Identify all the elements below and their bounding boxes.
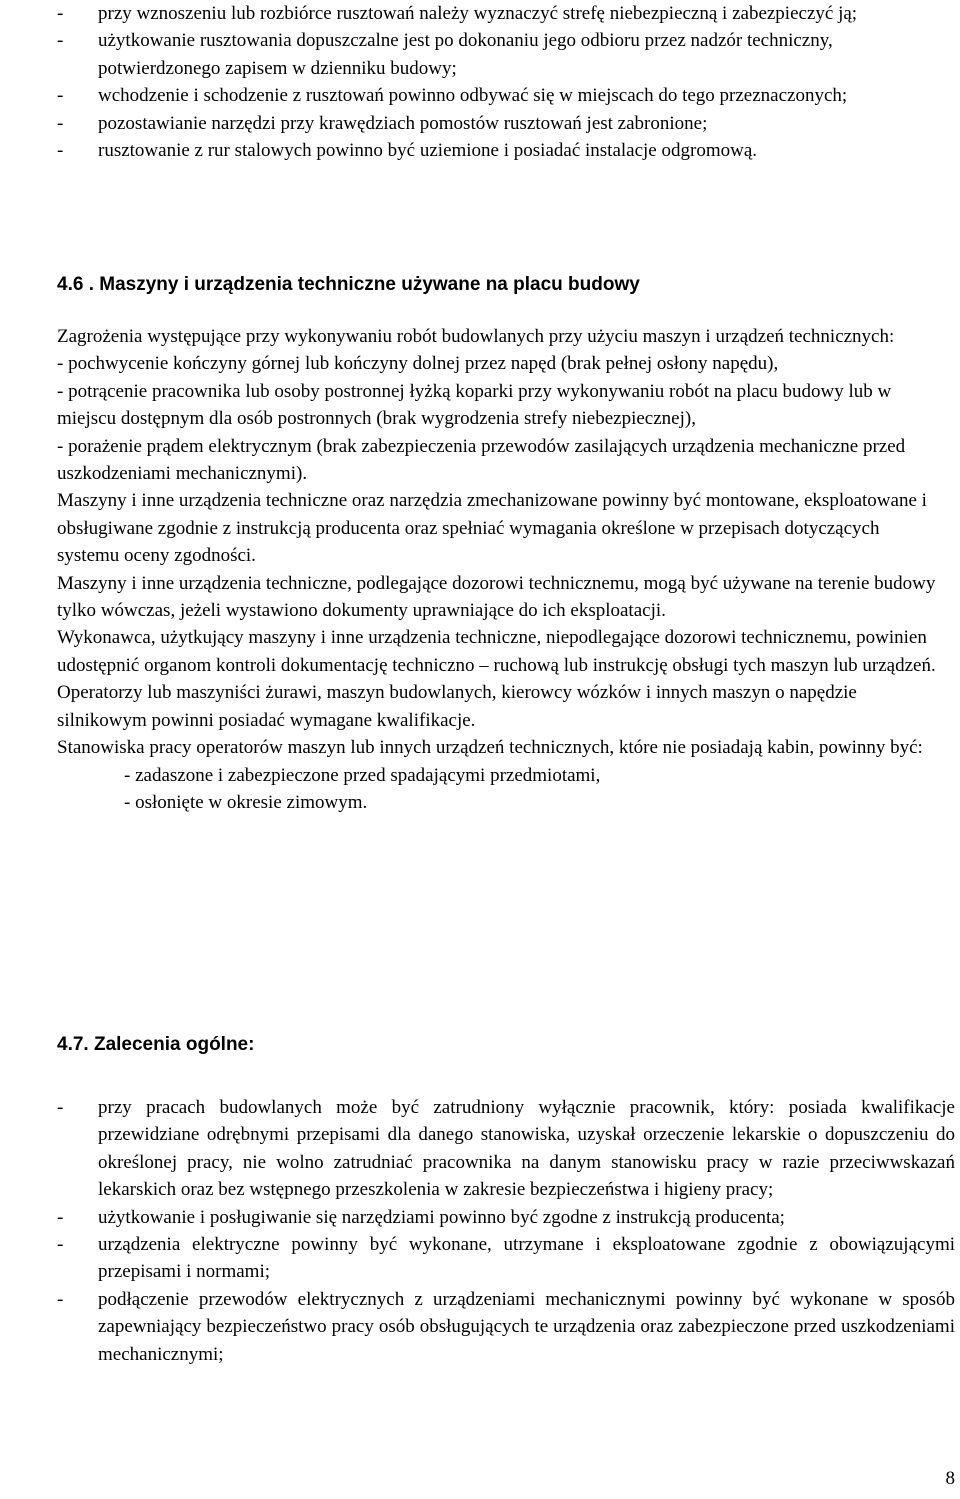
list-item — [0, 1286, 955, 1368]
paragraph: Stanowiska pracy operatorów maszyn lub innych urządzeń technicznych, które nie posiadają kabin, powinny być: — [57, 737, 923, 759]
paragraph: Zagrożenia występujące przy wykonywaniu robót budowlanych przy użyciu maszyn i urządzeń technicznych: — [57, 326, 895, 347]
section-4-6-body — [57, 323, 937, 816]
list-dash: - — [57, 1288, 64, 1310]
list-item-text: użytkowanie i posługiwanie się narzędziami powinno być zgodne z instrukcją producenta; — [98, 1206, 785, 1228]
paragraph: - porażenie prądem elektrycznym (brak zabezpieczenia przewodów zasilających urządzenia mechaniczne przed uszkodzeniami mechanicznymi). — [57, 435, 906, 485]
list-dash: - — [57, 85, 64, 107]
scaffolding-rules-list — [0, 0, 955, 164]
paragraph: Maszyny i inne urządzenia techniczne, podlegające dozorowi technicznemu, mogą być używane na terenie budowy tylko wówczas, jeżeli wystawiono dokumenty uprawniające do ich eksploatacji. — [57, 572, 936, 622]
paragraph: - potrącenie pracownika lub osoby postronnej łyżką koparki przy wykonywaniu robót na placu budowy lub w miejscu dostępnym dla osób postronnych (brak wygrodzenia strefy niebezpiecznej), — [57, 380, 892, 430]
page-number: 8 — [945, 1468, 955, 1489]
list-item — [0, 1094, 955, 1204]
list-item — [0, 110, 955, 137]
paragraph: Maszyny i inne urządzenia techniczne oraz narzędzia zmechanizowane powinny być montowane, eksploatowane i obsługiwane zgodnie z instrukcją producenta oraz spełniać wymagania określone w przepisach dotyczących systemu oceny zgodności. — [57, 490, 927, 567]
list-dash: - — [57, 30, 64, 52]
list-item-text: przy pracach budowlanych może być zatrudniony wyłącznie pracownik, który: posiada kwalifikacje przewidziane odrębnymi przepisami dla danego stanowiska, uzyskał orzeczenie lekarskie o dopuszczeniu do określonej pracy, nie wolno zatrudniać pracownika na danym stanowisku pracy w razie przeciwwskazań lekarskich oraz bez wstępnego przeszkolenia w zakresie bezpieczeństwa i higieny pracy; — [98, 1097, 955, 1201]
list-dash: - — [57, 140, 64, 162]
list-dash: - — [57, 112, 64, 134]
list-item — [0, 0, 955, 27]
list-item — [0, 137, 955, 164]
sub-list-item: - zadaszone i zabezpieczone przed spadającymi przedmiotami, — [124, 764, 601, 786]
list-item-text: użytkowanie rusztowania dopuszczalne jest po dokonaniu jego odbioru przez nadzór techniczny, potwierdzonego zapisem w dzienniku budowy; — [98, 30, 833, 79]
list-item-text: podłączenie przewodów elektrycznych z urządzeniami mechanicznymi powinny być wykonane w sposób zapewniający bezpieczeństwo pracy osób obsługujących te urządzenia oraz zabezpieczone przed uszkodzeniami mechanicznymi; — [98, 1288, 955, 1365]
list-item — [0, 1204, 955, 1231]
list-dash: - — [57, 3, 64, 24]
list-item-text: pozostawianie narzędzi przy krawędziach pomostów rusztowań jest zabronione; — [98, 112, 708, 134]
section-heading-4-6: 4.6 . Maszyny i urządzenia techniczne używane na placu budowy — [57, 274, 640, 295]
list-item-text: urządzenia elektryczne powinny być wykonane, utrzymane i eksploatowane zgodnie z obowiązującymi przepisami i normami; — [98, 1234, 955, 1283]
list-item-text: rusztowanie z rur stalowych powinno być uziemione i posiadać instalacje odgromową. — [98, 140, 757, 162]
general-recommendations-list — [0, 1094, 955, 1368]
sub-list-item: - osłonięte w okresie zimowym. — [124, 791, 368, 813]
paragraph: Wykonawca, użytkujący maszyny i inne urządzenia techniczne, niepodlegające dozorowi technicznemu, powinien udostępnić organom kontroli dokumentację techniczno – ruchową lub instrukcję obsługi tych maszyn lub urządzeń. — [57, 627, 936, 676]
list-item-text: wchodzenie i schodzenie z rusztowań powinno odbywać się w miejscach do tego przeznaczonych; — [98, 85, 848, 107]
list-item — [0, 27, 955, 82]
list-item — [0, 82, 955, 109]
list-item-text: przy wznoszeniu lub rozbiórce rusztowań należy wyznaczyć strefę niebezpieczną i zabezpieczyć ją; — [98, 3, 858, 24]
list-item — [0, 1231, 955, 1286]
paragraph: - pochwycenie kończyny górnej lub kończyny dolnej przez napęd (brak pełnej osłony napędu), — [57, 353, 779, 375]
list-dash: - — [57, 1206, 64, 1228]
list-dash: - — [57, 1234, 64, 1256]
paragraph: Operatorzy lub maszyniści żurawi, maszyn budowlanych, kierowcy wózków i innych maszyn o napędzie silnikowym powinni posiadać wymagane kwalifikacje. — [57, 682, 857, 731]
section-heading-4-7: 4.7. Zalecenia ogólne: — [57, 1034, 255, 1055]
list-dash: - — [57, 1097, 64, 1118]
